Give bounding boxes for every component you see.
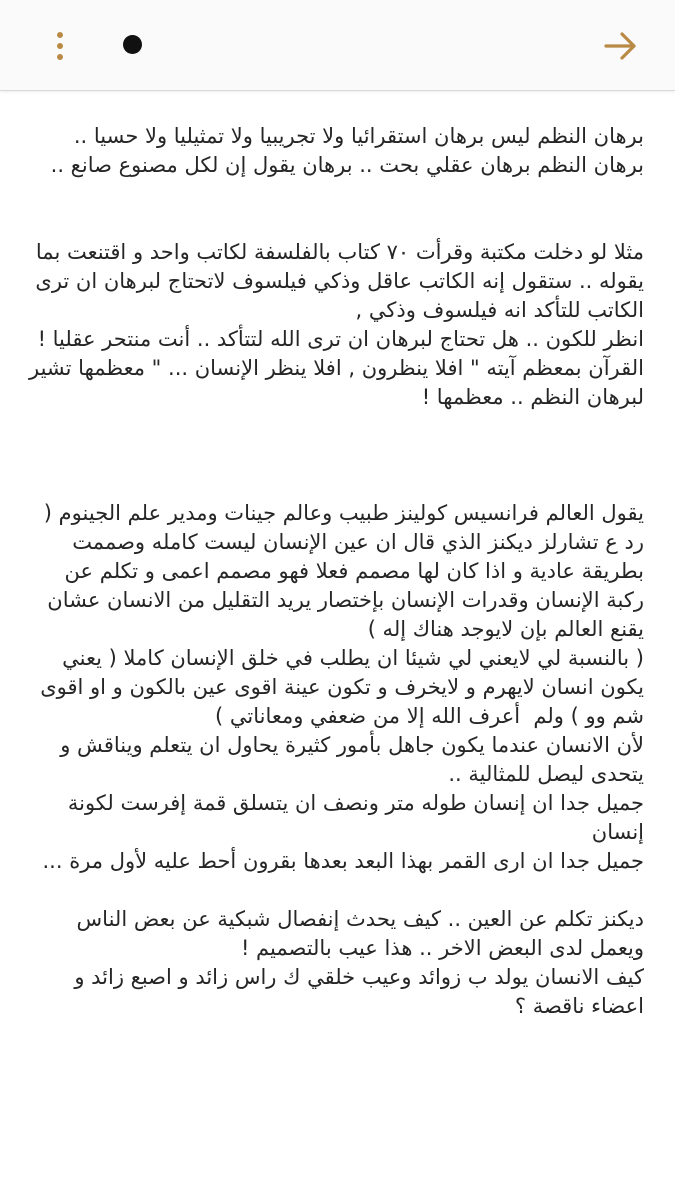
spacer (28, 876, 644, 905)
top-app-bar (0, 0, 675, 91)
more-options-button[interactable] (44, 26, 76, 66)
spacer (28, 412, 644, 499)
paragraph-4: ديكنز تكلم عن العين .. كيف يحدث إنفصال شبكية عن بعض الناس ويعمل لدى البعض الاخر .. هذا عيب بالتصميم ! كيف الانسان يولد ب زوائد وعيب خلقي ك راس زائد و اصبع زائد و اعضاء ناقصة ؟ (74, 907, 644, 1018)
paragraph-2: مثلا لو دخلت مكتبة وقرأت ٧٠ كتاب بالفلسفة لكاتب واحد و اقتنعت بما يقوله .. ستقول إنه الكاتب عاقل وذكي فيلسوف لاتحتاج لبرهان ان ترى الكاتب للتأكد انه فيلسوف وذكي , انظر للكون .. هل تحتاج لبرهان ان ترى الله لتتأكد .. أنت منتحر عقليا ! القرآن بمعظم آيته " افلا ينظرون , افلا ينظر الإنسان ... " معظمها تشير لبرهان النظم .. معظمها ! (29, 240, 644, 409)
more-vertical-icon (57, 32, 63, 38)
paragraph-3: يقول العالم فرانسيس كولينز طبيب وعالم جينات ومدير علم الجينوم ( رد ع تشارلز ديكنز الذي قال ان عين الإنسان ليست كامله وصممت بطريقة عادية و اذا كان لها مصمم فعلا فهو مصمم اعمى و تكلم عن ركبة الإنسان وقدرات الإنسان بإختصار يريد التقليل من الانسان عشان يقنع العالم بإن لايوجد هناك إله ) ( بالنسبة لي لايعني لي شيئا ان يطلب في خلق الإنسان كاملا ( يعني يكون انسان لايهرم و لايخرف و تكون عينة اقوى عين بالكون و او اقوى شم وو ) ولم أعرف الله إلا من ضعفي ومعاناتي ) لأن الانسان عندما يكون جاهل بأمور كثيرة يحاول ان يتعلم ويناقش و يتحدى ليصل للمثالية .. جميل جدا ان إنسان طوله متر ونصف ان يتسلق قمة إفرست لكونة إنسان جميل جدا ان ارى القمر بهذا البعد بعدها بقرون أحط عليه لأول مرة ... (40, 501, 644, 873)
more-vertical-icon-dot (57, 54, 63, 60)
forward-button[interactable] (598, 24, 642, 68)
more-vertical-icon-dot (57, 43, 63, 49)
arrow-right-icon (598, 24, 642, 68)
spacer (28, 180, 644, 238)
paragraph-1: برهان النظم ليس برهان استقرائيا ولا تجريبيا ولا تمثيليا ولا حسيا .. برهان النظم برهان عقلي بحت .. برهان يقول إن لكل مصنوع صانع .. (50, 124, 644, 177)
article-body[interactable] (28, 122, 644, 1200)
filled-circle-icon (123, 35, 142, 54)
